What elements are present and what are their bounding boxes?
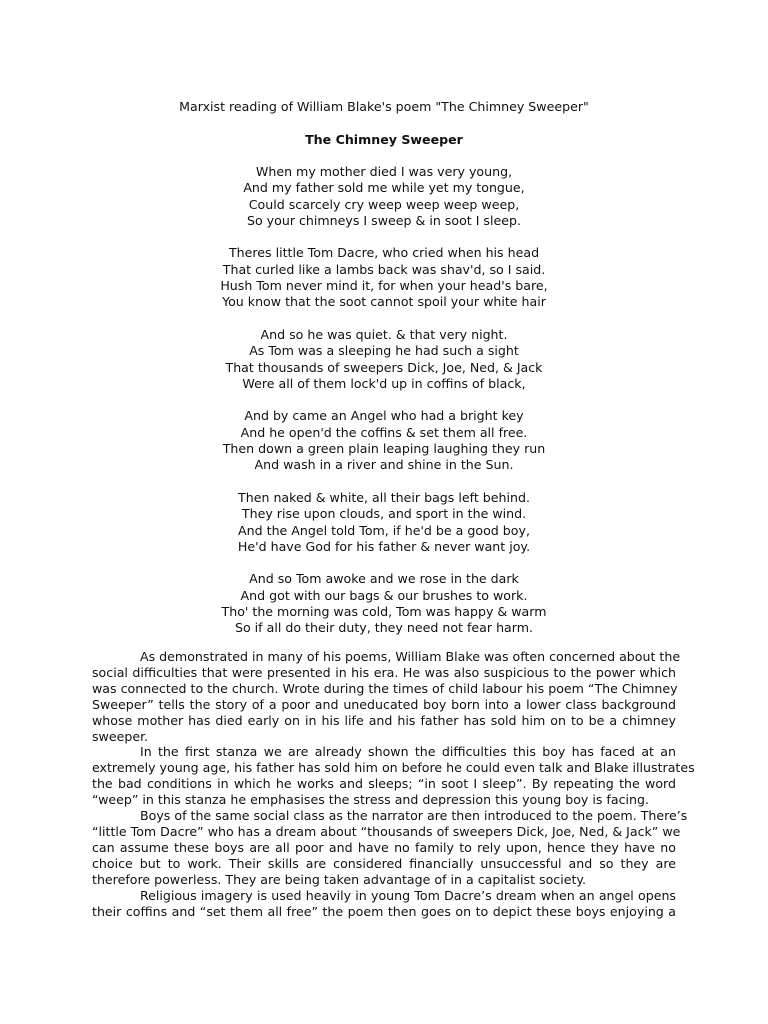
- essay-paragraph: [92, 649, 681, 744]
- paragraph-line: choice but to work. Their skills are considered financially unsuccessful and so they are: [92, 855, 676, 871]
- poem-title: The Chimney Sweeper: [305, 132, 463, 147]
- poem-line: You know that the soot cannot spoil your white hair: [222, 294, 546, 310]
- paragraph-line: was connected to the church. Wrote during the times of child labour his poem “The Chimney: [92, 680, 678, 696]
- poem-body: [0, 164, 768, 653]
- paragraph-line: As demonstrated in many of his poems, William Blake was often concerned about the: [140, 649, 681, 664]
- paragraph-line: In the first stanza we are already shown the difficulties this boy has faced at an: [140, 744, 676, 760]
- essay-paragraph: [92, 888, 676, 920]
- poem-stanza: [0, 408, 768, 473]
- poem-line: They rise upon clouds, and sport in the wind.: [241, 506, 527, 522]
- poem-line: And by came an Angel who had a bright key: [244, 408, 524, 424]
- paragraph-line: can assume these boys are all poor and have no family to rely upon, hence they have no: [92, 839, 676, 855]
- paragraph-line: “little Tom Dacre” who has a dream about “thousands of sweepers Dick, Joe, Ned, & Jack” we: [92, 823, 681, 839]
- poem-stanza: [0, 164, 768, 229]
- paragraph-line: extremely young age, his father has sold him on before he could even talk and Blake illustrates: [92, 760, 695, 776]
- poem-line: That curled like a lambs back was shav'd, so I said.: [222, 261, 546, 277]
- poem-line: And he open'd the coffins & set them all free.: [240, 424, 528, 440]
- poem-line: Could scarcely cry weep weep weep weep,: [248, 196, 520, 212]
- essay-paragraph: [92, 744, 695, 808]
- poem-line: Theres little Tom Dacre, who cried when his head: [228, 245, 540, 261]
- poem-line: And so he was quiet. & that very night.: [260, 326, 508, 342]
- paragraph-line: Sweeper” tells the story of a poor and uneducated boy born into a lower class background: [92, 696, 676, 712]
- poem-line: So if all do their duty, they need not fear harm.: [234, 620, 533, 636]
- poem-stanza: [0, 245, 768, 310]
- essay-body: [92, 649, 695, 919]
- paragraph-line: Boys of the same social class as the narrator are then introduced to the poem. There’s: [140, 808, 688, 824]
- poem-line: And wash in a river and shine in the Sun.: [254, 457, 514, 473]
- paragraph-line: whose mother has died early on in his life and his father has sold him on to be a chimney: [92, 712, 676, 728]
- poem-stanza: [0, 490, 768, 555]
- poem-line: And so Tom awoke and we rose in the dark: [249, 571, 519, 587]
- poem-line: And my father sold me while yet my tongue,: [243, 180, 525, 196]
- poem-line: So your chimneys I sweep & in soot I sleep.: [246, 212, 521, 228]
- paragraph-line: sweeper.: [92, 728, 149, 744]
- poem-line: And got with our bags & our brushes to work.: [240, 587, 528, 603]
- paragraph-line: social difficulties that were presented in his era. He was also suspicious to the power which: [92, 664, 676, 680]
- poem-line: Tho' the morning was cold, Tom was happy & warm: [221, 604, 547, 620]
- document-heading: Marxist reading of William Blake's poem "The Chimney Sweeper": [179, 99, 589, 114]
- paragraph-line: Religious imagery is used heavily in young Tom Dacre’s dream when an angel opens: [140, 887, 676, 903]
- poem-line: That thousands of sweepers Dick, Joe, Ned, & Jack: [225, 359, 543, 375]
- paragraph-line: “weep” in this stanza he emphasises the stress and depression this young boy is facing.: [92, 792, 649, 808]
- poem-line: Were all of them lock'd up in coffins of black,: [242, 375, 526, 391]
- poem-line: Then naked & white, all their bags left behind.: [238, 489, 530, 505]
- poem-line: As Tom was a sleeping he had such a sight: [249, 343, 519, 359]
- poem-line: Then down a green plain leaping laughing they run: [222, 441, 546, 457]
- poem-stanza: [0, 571, 768, 636]
- poem-stanza: [0, 327, 768, 392]
- poem-line: When my mother died I was very young,: [255, 164, 513, 179]
- poem-line: And the Angel told Tom, if he'd be a good boy,: [238, 522, 530, 538]
- paragraph-line: therefore powerless. They are being taken advantage of in a capitalist society.: [92, 871, 587, 887]
- paragraph-line: the bad conditions in which he works and sleeps; “in soot I sleep”. By repeating the word: [92, 776, 676, 792]
- poem-line: He'd have God for his father & never want joy.: [237, 538, 531, 554]
- essay-paragraph: [92, 808, 688, 888]
- poem-line: Hush Tom never mind it, for when your head's bare,: [220, 278, 548, 294]
- paragraph-line: their coffins and “set them all free” the poem then goes on to depict these boys enjoying a: [92, 903, 676, 919]
